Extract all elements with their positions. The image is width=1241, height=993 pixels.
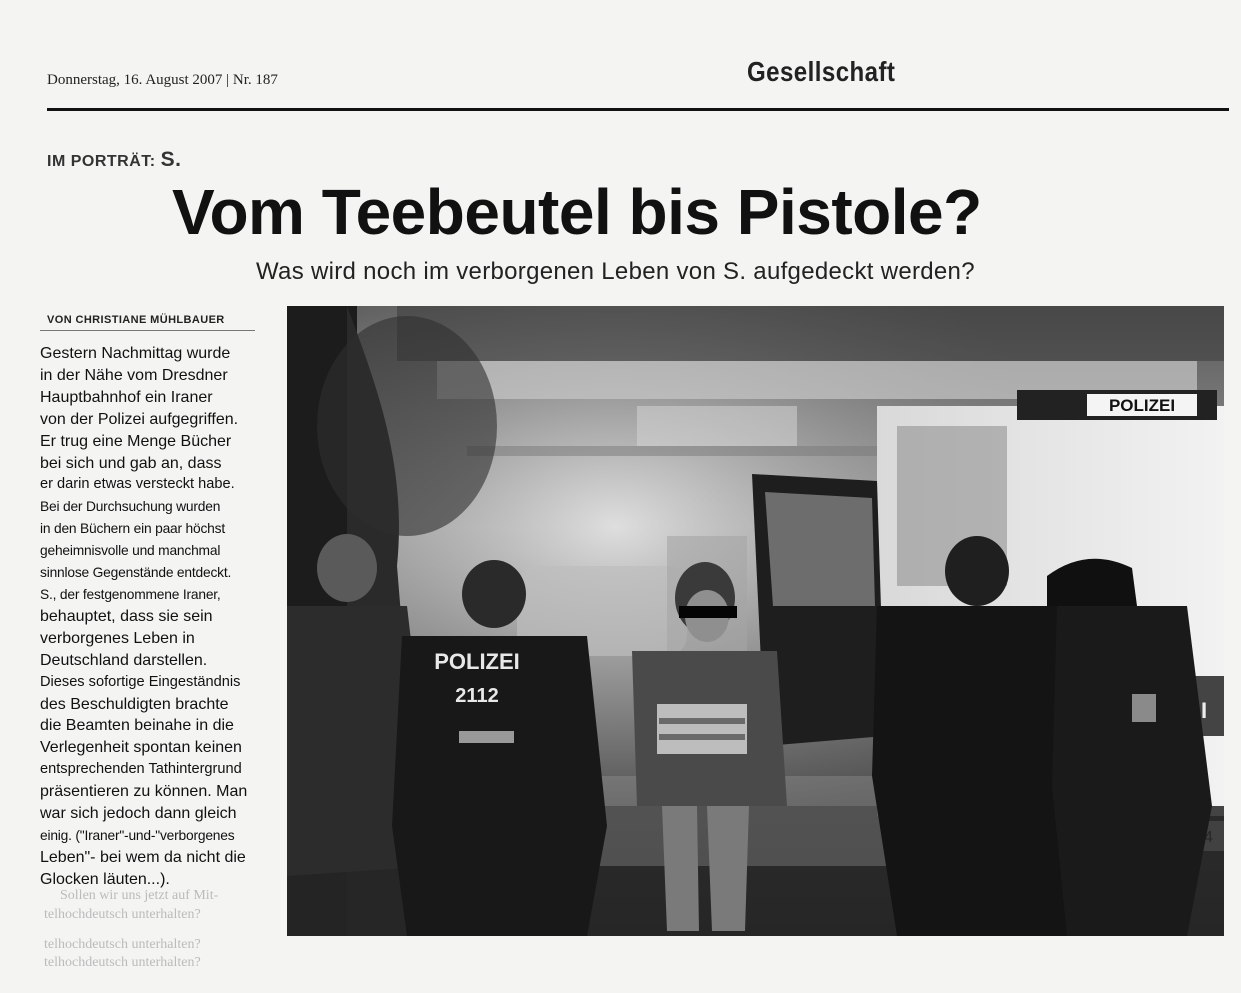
article-body (40, 343, 285, 891)
subheadline: Was wird noch im verborgenen Leben von S. aufgedeckt werden? (256, 258, 975, 285)
body-line: von der Polizei aufgegriffen. (40, 410, 239, 428)
body-line: war sich jedoch dann gleich (40, 805, 237, 823)
section-title: Gesellschaft (747, 56, 896, 87)
body-line: verborgenes Leben in (40, 629, 195, 647)
body-line: die Beamten beinahe in die (40, 717, 234, 735)
ghost-text: Sollen wir uns jetzt auf Mit- (60, 888, 219, 903)
body-line: in der Nähe vom Dresdner (40, 366, 228, 384)
vehicle-sign: POLIZEI (1108, 396, 1176, 415)
ghost-text: telhochdeutsch unterhalten? (44, 907, 201, 922)
body-line: Deutschland darstellen. (40, 651, 208, 669)
body-line: behauptet, dass sie sein (40, 607, 213, 625)
body-line: Leben"- bei wem da nicht die (40, 848, 246, 866)
body-line: sinnlose Gegenstände entdeckt. (40, 565, 232, 581)
body-line: des Beschuldigten brachte (40, 695, 229, 713)
officer-number: 2112 (455, 685, 499, 707)
ghost-text: telhochdeutsch unterhalten? (44, 937, 201, 952)
body-line: Glocken läuten...). (40, 870, 170, 888)
body-line: Bei der Durchsuchung wurden (40, 499, 221, 515)
body-line: geheimnisvolle und manchmal (40, 543, 221, 559)
body-line: Er trug eine Menge Bücher (40, 432, 232, 450)
body-line: in den Büchern ein paar höchst (40, 521, 225, 537)
headline: Vom Teebeutel bis Pistole? (172, 176, 982, 248)
body-line: er darin etwas versteckt habe. (40, 476, 235, 493)
body-line: einig. ("Iraner"-und-"verborgenes (40, 827, 235, 843)
byline-rule (40, 330, 255, 331)
kicker-label: IM PORTRÄT: (47, 153, 156, 170)
officer-back-label: POLIZEI (434, 649, 520, 674)
police-scene-photo (287, 306, 1224, 936)
body-line: entsprechenden Tathintergrund (40, 761, 242, 778)
kicker-name: S. (160, 148, 182, 171)
body-line: S., der festgenommene Iraner, (40, 586, 221, 602)
body-line: Hauptbahnhof ein Iraner (40, 388, 213, 406)
body-line: Dieses sofortige Eingeständnis (40, 673, 241, 690)
side-letter: I (1200, 698, 1208, 723)
header-rule (47, 108, 1229, 111)
body-line: Gestern Nachmittag wurde (40, 345, 231, 362)
kicker (47, 148, 181, 172)
byline: VON CHRISTIANE MÜHLBAUER (47, 314, 225, 326)
body-line: Verlegenheit spontan keinen (40, 739, 242, 757)
ghost-text: telhochdeutsch unterhalten? (44, 955, 201, 970)
body-line: bei sich und gab an, dass (40, 454, 222, 472)
dateline: Donnerstag, 16. August 2007 | Nr. 187 (47, 72, 278, 88)
body-line: präsentieren zu können. Man (40, 783, 248, 801)
